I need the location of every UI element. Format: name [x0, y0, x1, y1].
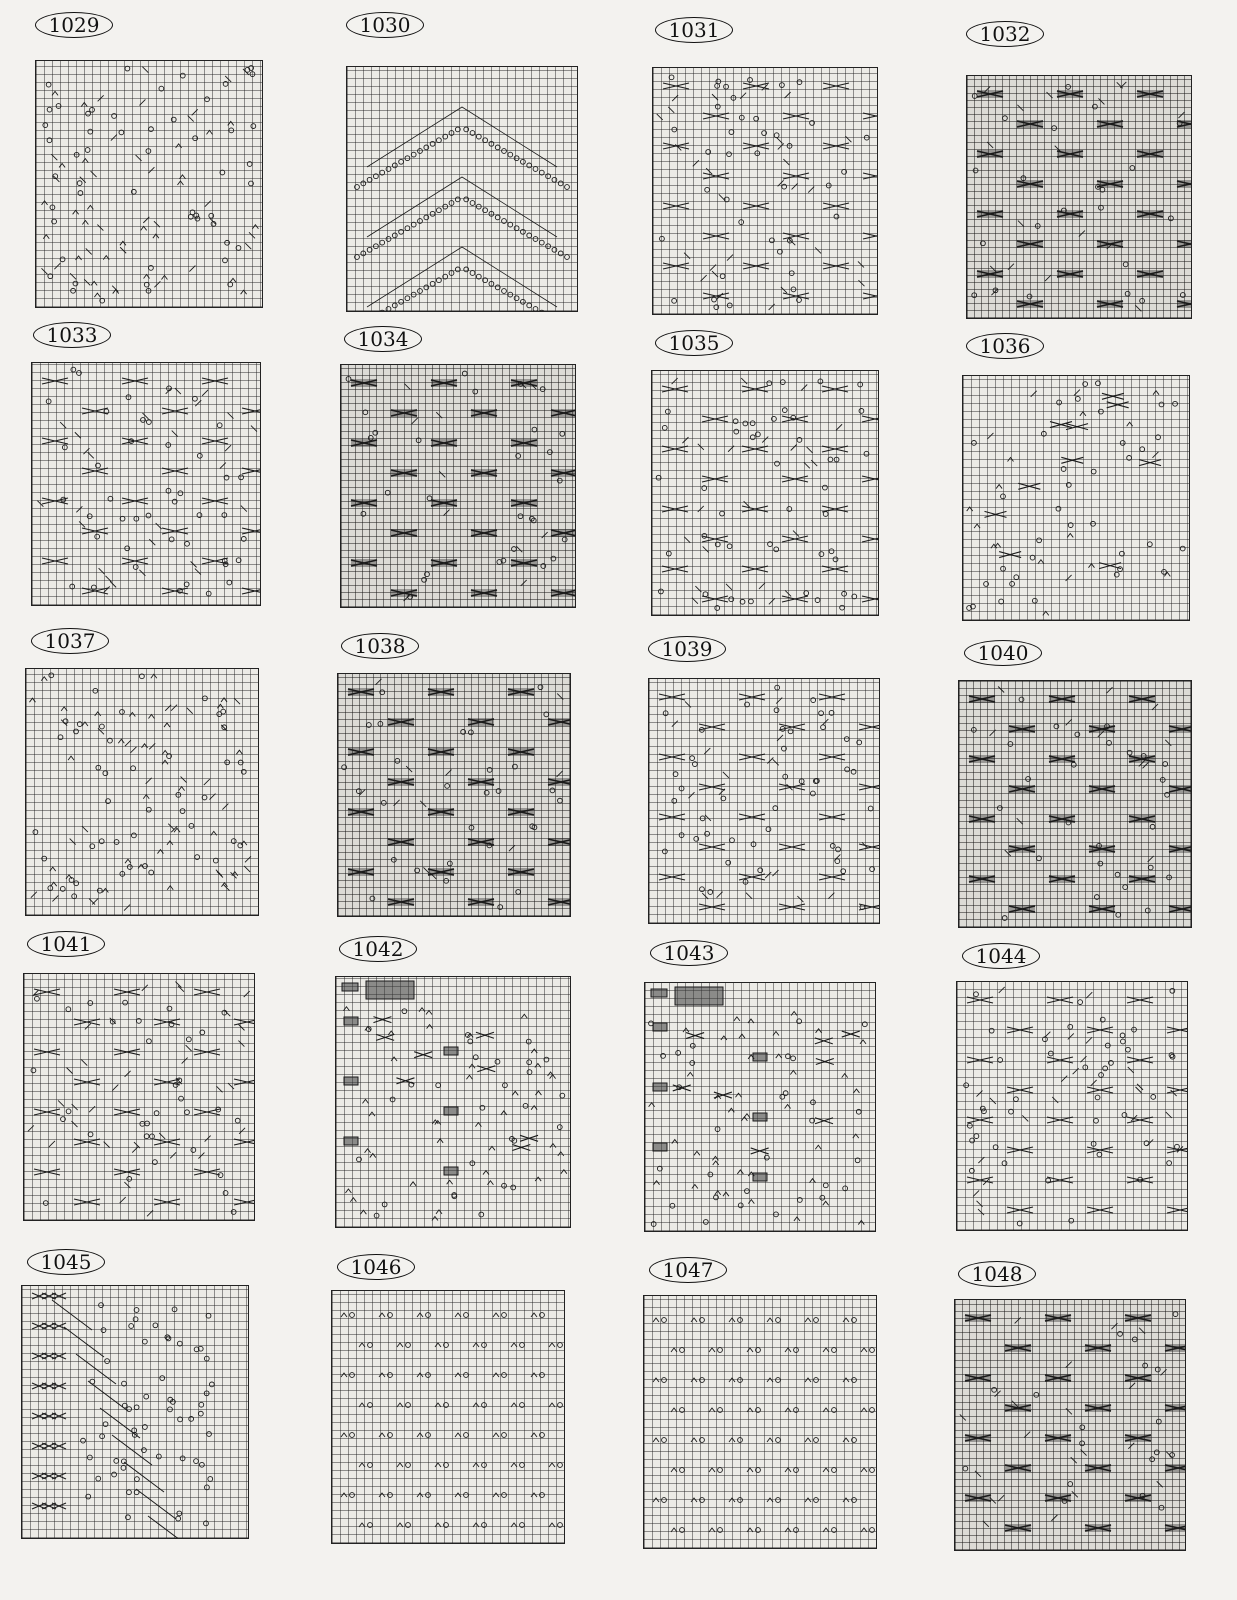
pattern-number: 1040	[964, 640, 1042, 666]
stitch-chart	[346, 66, 578, 312]
stitch-symbols	[967, 76, 1191, 318]
stitch-symbols	[341, 365, 575, 607]
pattern-number: 1044	[962, 943, 1040, 969]
stitch-chart	[954, 1299, 1186, 1551]
stitch-chart	[958, 680, 1192, 928]
stitch-chart	[31, 362, 261, 606]
stitch-symbols	[26, 669, 258, 915]
stitch-chart	[962, 375, 1190, 621]
stitch-symbols	[22, 1286, 248, 1538]
stitch-symbols	[653, 68, 877, 314]
pattern-number: 1031	[655, 17, 733, 43]
stitch-symbols	[336, 977, 570, 1227]
pattern-number: 1045	[27, 1249, 105, 1275]
pattern-number: 1046	[337, 1254, 415, 1280]
stitch-chart	[25, 668, 259, 916]
stitch-symbols	[332, 1291, 564, 1543]
pattern-number: 1030	[346, 12, 424, 38]
stitch-chart	[644, 982, 876, 1232]
pattern-number: 1038	[341, 633, 419, 659]
stitch-symbols	[32, 363, 260, 605]
stitch-chart	[340, 364, 576, 608]
pattern-number: 1029	[35, 12, 113, 38]
stitch-chart	[651, 370, 879, 616]
pattern-number: 1036	[966, 333, 1044, 359]
stitch-symbols	[963, 376, 1189, 620]
stitch-symbols	[645, 983, 875, 1231]
stitch-symbols	[955, 1300, 1185, 1550]
pattern-number: 1041	[27, 931, 105, 957]
stitch-chart	[23, 973, 255, 1221]
stitch-symbols	[338, 674, 570, 916]
stitch-symbols	[36, 61, 262, 307]
pattern-number: 1037	[31, 628, 109, 654]
stitch-chart	[966, 75, 1192, 319]
stitch-symbols	[347, 67, 577, 311]
stitch-chart	[643, 1295, 877, 1549]
pattern-number: 1043	[650, 940, 728, 966]
stitch-chart	[648, 678, 880, 924]
stitch-symbols	[957, 982, 1187, 1230]
stitch-chart	[21, 1285, 249, 1539]
pattern-number: 1048	[958, 1261, 1036, 1287]
stitch-chart	[331, 1290, 565, 1544]
stitch-chart	[652, 67, 878, 315]
stitch-chart	[35, 60, 263, 308]
pattern-number: 1042	[339, 936, 417, 962]
pattern-number: 1033	[33, 322, 111, 348]
stitch-symbols	[644, 1296, 876, 1548]
pattern-number: 1034	[344, 326, 422, 352]
stitch-symbols	[652, 371, 878, 615]
pattern-number: 1047	[649, 1257, 727, 1283]
pattern-number: 1039	[648, 636, 726, 662]
stitch-chart	[335, 976, 571, 1228]
stitch-symbols	[24, 974, 254, 1220]
pattern-number: 1032	[966, 21, 1044, 47]
stitch-symbols	[649, 679, 879, 923]
pattern-number: 1035	[655, 330, 733, 356]
stitch-chart	[956, 981, 1188, 1231]
stitch-chart	[337, 673, 571, 917]
stitch-symbols	[959, 681, 1191, 927]
